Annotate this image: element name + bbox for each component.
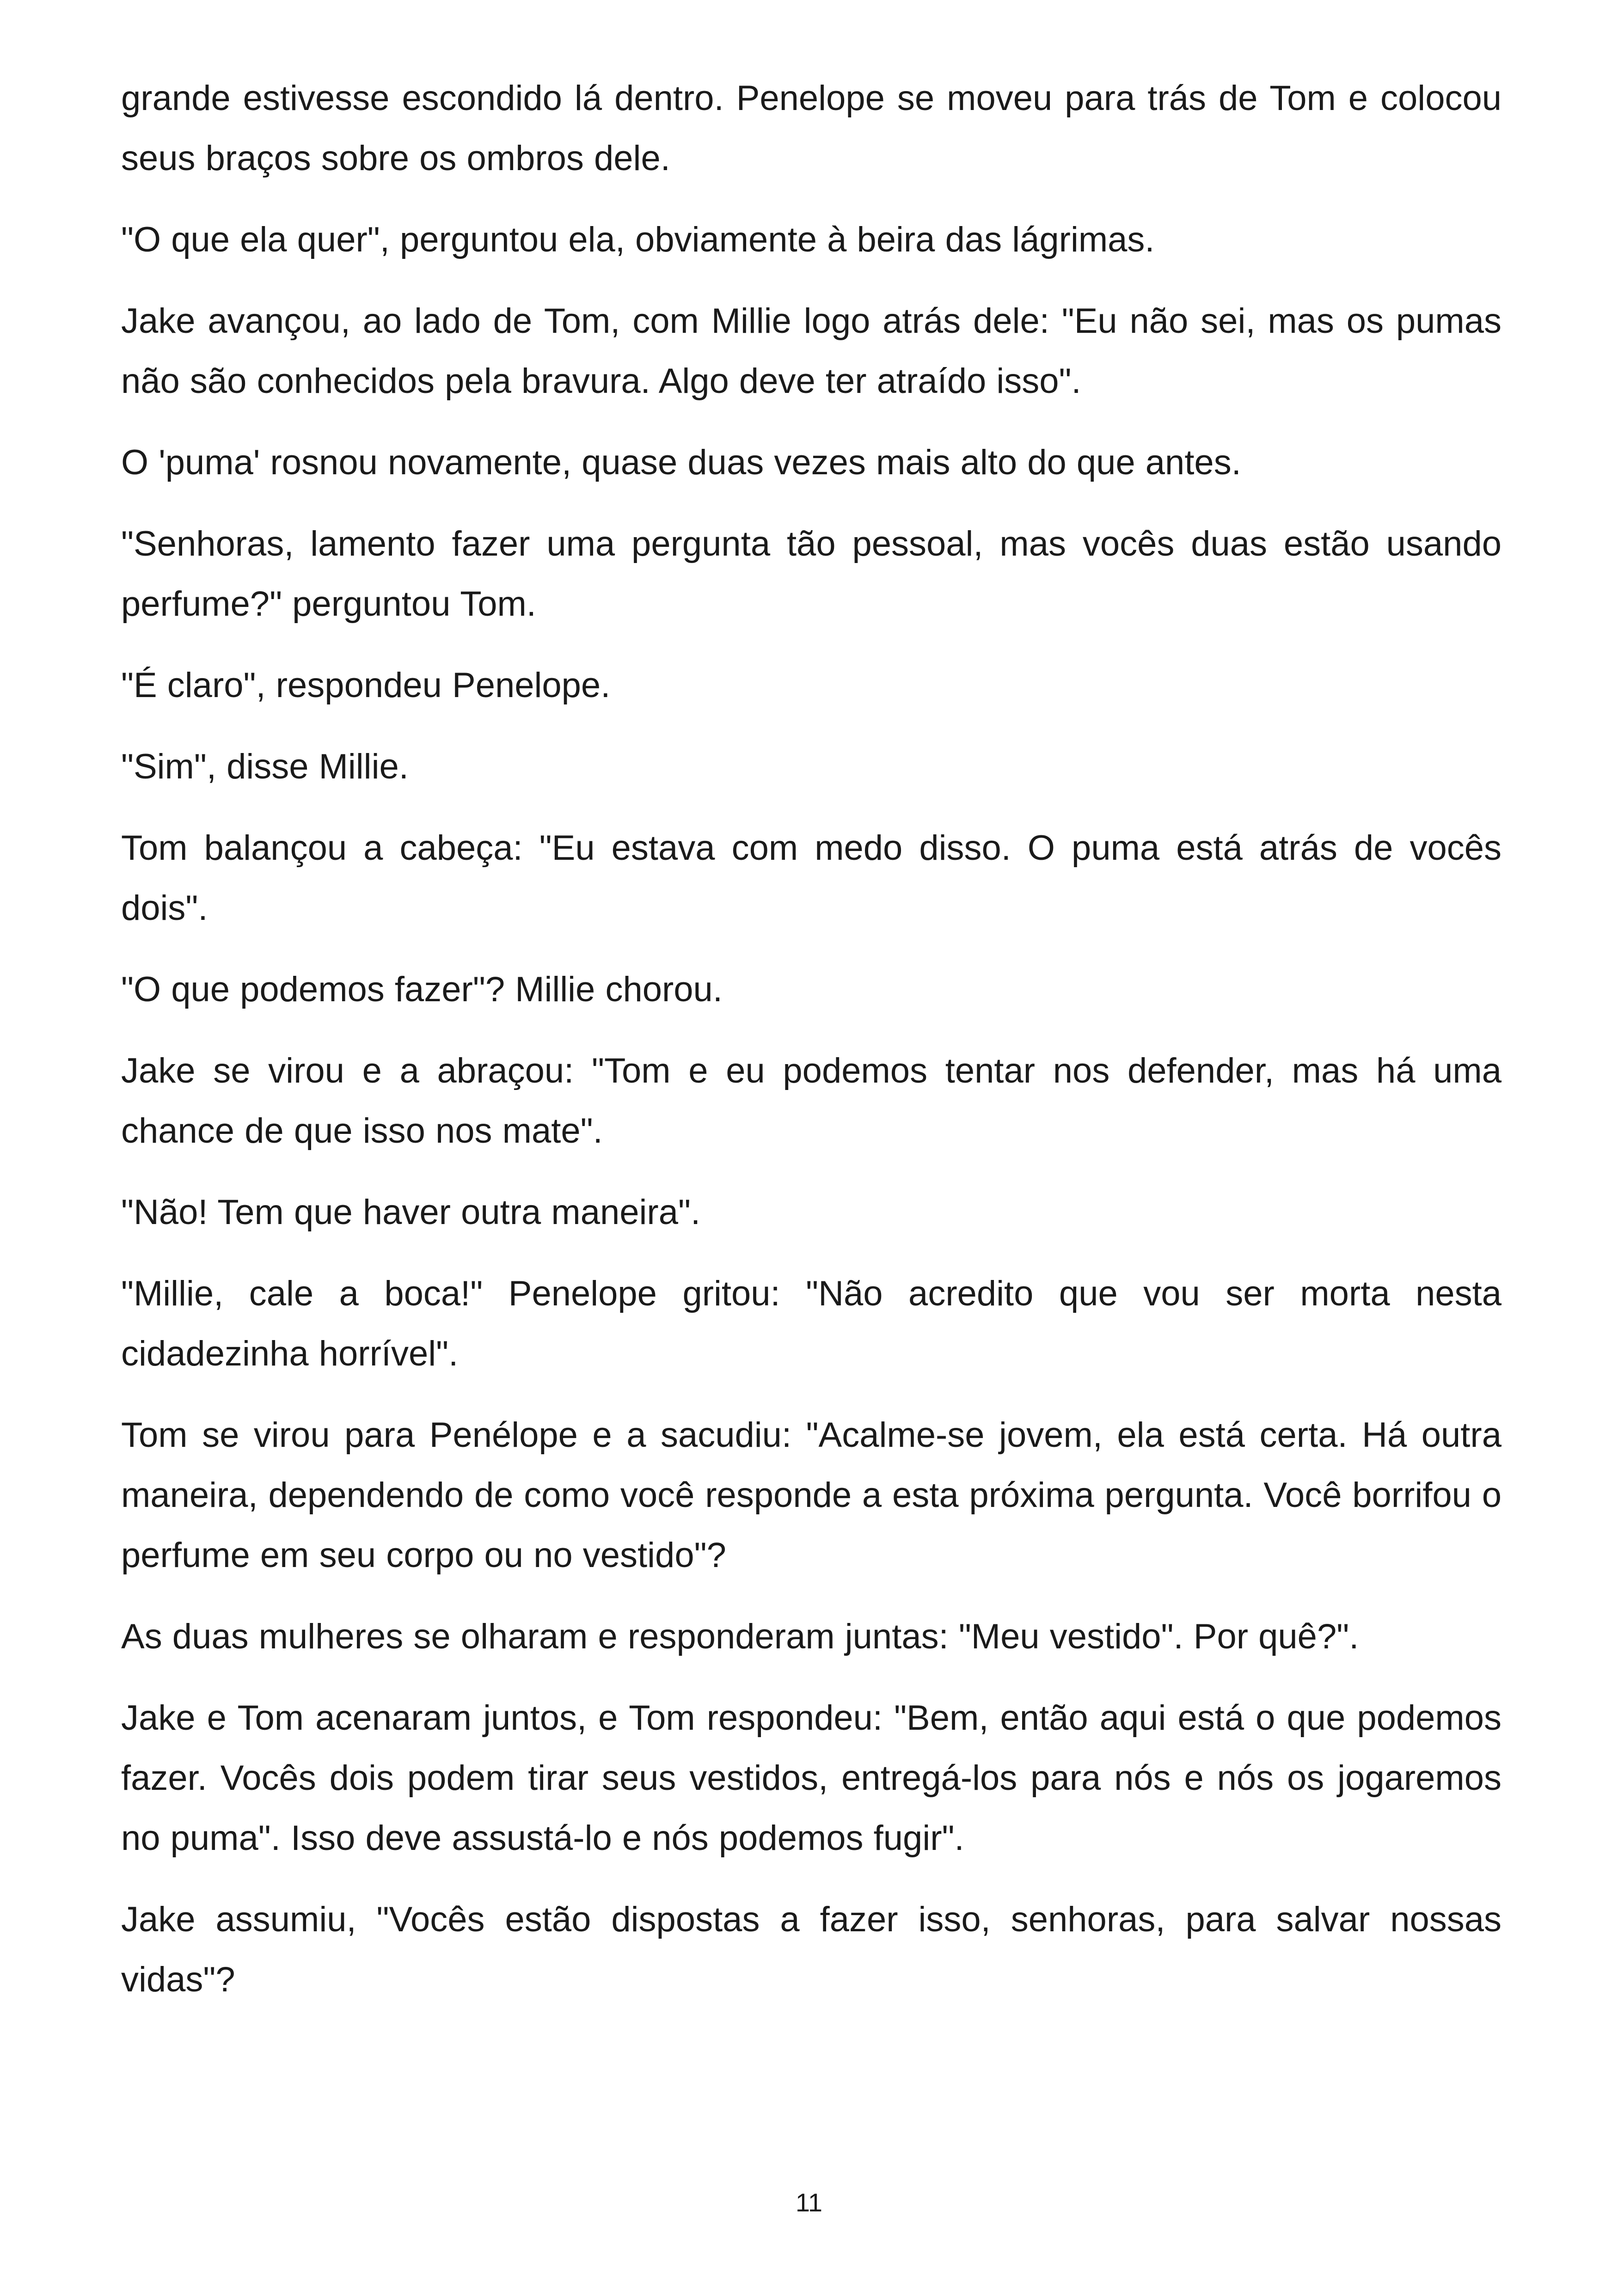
paragraph: "O que ela quer", perguntou ela, obviamente à beira das lágrimas.	[121, 220, 1155, 259]
page-number: 11	[795, 2188, 823, 2217]
paragraph: Tom balançou a cabeça: "Eu estava com medo disso. O puma está atrás de vocês dois".	[121, 828, 1502, 928]
paragraph: As duas mulheres se olharam e responderam juntas: "Meu vestido". Por quê?".	[121, 1617, 1359, 1656]
paragraph: "Não! Tem que haver outra maneira".	[121, 1193, 701, 1232]
paragraph: "O que podemos fazer"? Millie chorou.	[121, 970, 723, 1009]
paragraph: grande estivesse escondido lá dentro. Penelope se moveu para trás de Tom e colocou seus braços sobre os ombros dele.	[121, 79, 1502, 178]
paragraph: "Senhoras, lamento fazer uma pergunta tão pessoal, mas vocês duas estão usando perfume?" perguntou Tom.	[121, 524, 1502, 624]
paragraph: "Sim", disse Millie.	[121, 747, 409, 786]
paragraph: Jake se virou e a abraçou: "Tom e eu podemos tentar nos defender, mas há uma chance de que isso nos mate".	[121, 1051, 1502, 1151]
paragraph: "É claro", respondeu Penelope.	[121, 666, 611, 705]
paragraph: "Millie, cale a boca!" Penelope gritou: "Não acredito que vou ser morta nesta cidadezinha horrível".	[121, 1274, 1502, 1373]
paragraph: Jake avançou, ao lado de Tom, com Millie logo atrás dele: "Eu não sei, mas os pumas não são conhecidos pela bravura. Algo deve ter atraído isso".	[121, 301, 1502, 401]
paragraph: O 'puma' rosnou novamente, quase duas vezes mais alto do que antes.	[121, 443, 1241, 482]
paragraph: Jake e Tom acenaram juntos, e Tom respondeu: "Bem, então aqui está o que podemos fazer. Vocês dois podem tirar seus vestidos, entregá-los para nós e nós os jogaremos no puma". Isso deve assustá-lo e nós podemos fugir".	[121, 1698, 1502, 1858]
text-body	[121, 68, 1502, 2031]
paragraph: Tom se virou para Penélope e a sacudiu: "Acalme-se jovem, ela está certa. Há outra maneira, dependendo de como você responde a esta próxima pergunta. Você borrifou o perfume em seu corpo ou no vestido"?	[121, 1415, 1502, 1575]
paragraph: Jake assumiu, "Vocês estão dispostas a fazer isso, senhoras, para salvar nossas vidas"?	[121, 1900, 1502, 1999]
